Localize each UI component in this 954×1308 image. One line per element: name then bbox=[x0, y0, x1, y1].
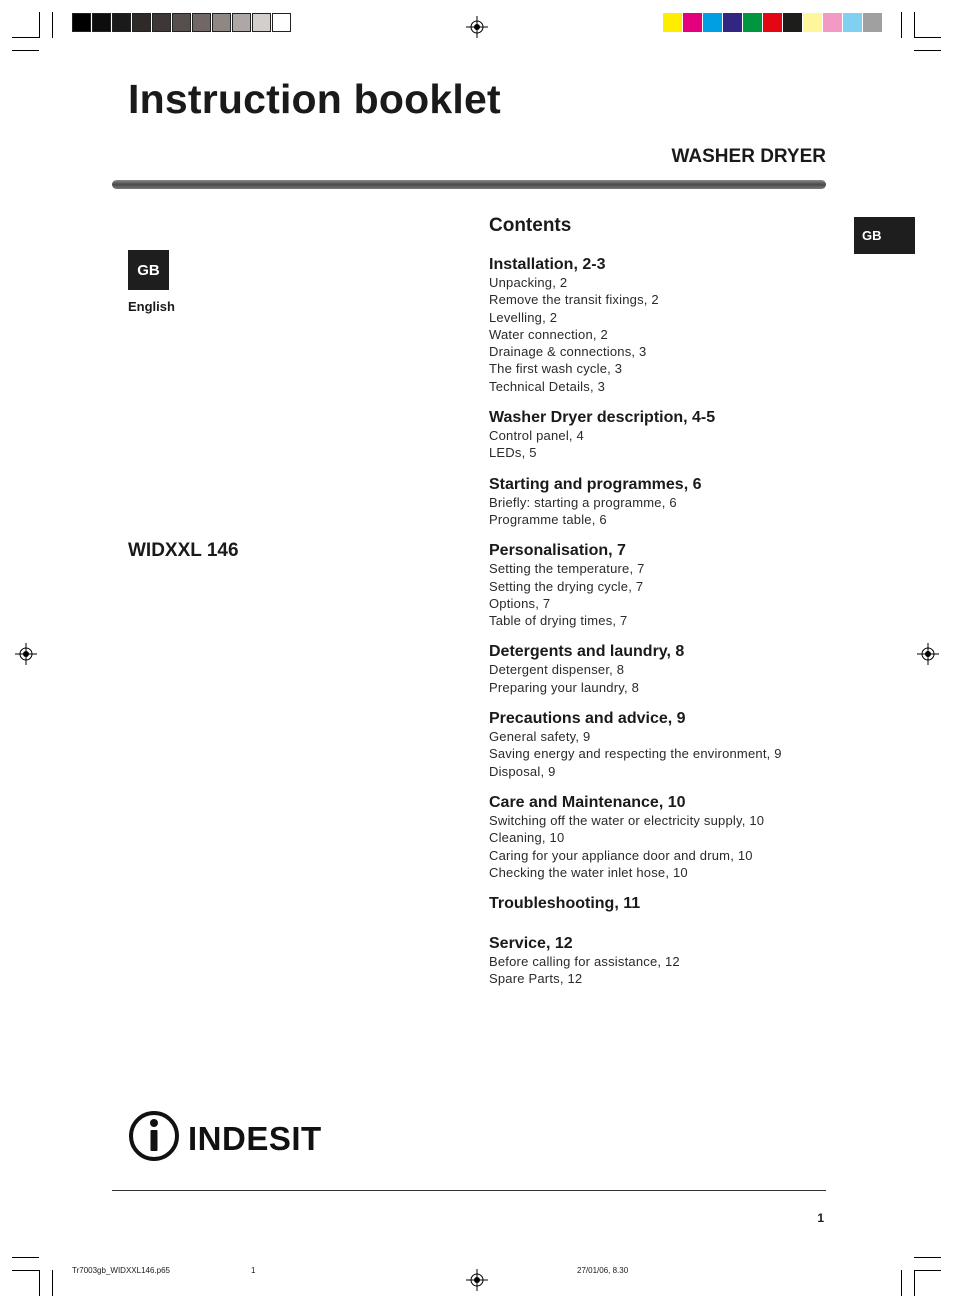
color-swatch bbox=[152, 13, 171, 32]
toc-section-heading[interactable]: Starting and programmes, 6 bbox=[489, 475, 702, 493]
header-divider bbox=[112, 180, 826, 189]
toc-item[interactable]: Detergent dispenser, 8 bbox=[489, 662, 625, 678]
color-swatch bbox=[192, 13, 211, 32]
page-number: 1 bbox=[817, 1211, 824, 1225]
toc-item[interactable]: Cleaning, 10 bbox=[489, 830, 565, 846]
toc-item[interactable]: Briefly: starting a programme, 6 bbox=[489, 494, 677, 510]
registration-mark-icon bbox=[466, 1269, 488, 1291]
color-swatch bbox=[803, 13, 822, 32]
toc-section bbox=[489, 541, 829, 629]
crop-mark bbox=[12, 1270, 39, 1271]
color-swatch bbox=[92, 13, 111, 32]
color-swatch bbox=[252, 13, 271, 32]
toc-item[interactable]: Saving energy and respecting the environment, 9 bbox=[489, 746, 782, 762]
crop-mark bbox=[52, 12, 53, 38]
toc-section-heading[interactable]: Troubleshooting, 11 bbox=[489, 895, 641, 913]
toc-section bbox=[489, 255, 829, 395]
crop-mark bbox=[914, 37, 941, 38]
toc-item[interactable]: General safety, 9 bbox=[489, 729, 591, 745]
crop-mark bbox=[52, 1270, 53, 1296]
color-swatch bbox=[272, 13, 291, 32]
color-swatch bbox=[72, 13, 91, 32]
registration-mark-icon bbox=[466, 16, 488, 38]
toc-item[interactable]: Water connection, 2 bbox=[489, 326, 608, 342]
color-swatch bbox=[783, 13, 802, 32]
toc-section-heading[interactable]: Detergents and laundry, 8 bbox=[489, 643, 685, 661]
country-badge: GB bbox=[128, 250, 169, 290]
toc-item[interactable]: Control panel, 4 bbox=[489, 428, 584, 444]
color-swatch bbox=[823, 13, 842, 32]
toc-section bbox=[489, 934, 829, 988]
crop-mark bbox=[901, 1270, 902, 1296]
toc-item[interactable]: Switching off the water or electricity supply, 10 bbox=[489, 812, 765, 828]
crop-mark bbox=[914, 1257, 941, 1258]
crop-mark bbox=[39, 12, 40, 38]
page-title: Instruction booklet bbox=[128, 76, 501, 122]
indesit-i-logo-icon bbox=[131, 1113, 177, 1159]
toc-section bbox=[489, 894, 829, 913]
grayscale-color-bar bbox=[72, 13, 292, 32]
footer-datetime: 27/01/06, 8.30 bbox=[577, 1266, 629, 1275]
toc-item[interactable]: Before calling for assistance, 12 bbox=[489, 954, 680, 970]
color-swatch bbox=[112, 13, 131, 32]
indesit-logo bbox=[128, 1108, 338, 1164]
toc-item[interactable]: Options, 7 bbox=[489, 595, 551, 611]
toc-item[interactable]: Table of drying times, 7 bbox=[489, 613, 628, 629]
crop-mark bbox=[914, 12, 915, 38]
toc-item[interactable]: Technical Details, 3 bbox=[489, 378, 605, 394]
crop-mark bbox=[901, 12, 902, 38]
toc-item[interactable]: Drainage & connections, 3 bbox=[489, 344, 647, 360]
toc-item[interactable]: The first wash cycle, 3 bbox=[489, 361, 623, 377]
color-swatch bbox=[763, 13, 782, 32]
toc-section bbox=[489, 709, 829, 780]
color-swatch bbox=[683, 13, 702, 32]
toc-section bbox=[489, 642, 829, 696]
toc-section-heading[interactable]: Service, 12 bbox=[489, 935, 573, 953]
model-number: WIDXXL 146 bbox=[128, 540, 239, 561]
toc-item[interactable]: Checking the water inlet hose, 10 bbox=[489, 864, 688, 880]
crop-mark bbox=[12, 50, 39, 51]
crop-mark bbox=[914, 1270, 915, 1296]
toc-item[interactable]: Setting the temperature, 7 bbox=[489, 561, 645, 577]
crop-mark bbox=[914, 1270, 941, 1271]
toc-item[interactable]: Remove the transit fixings, 2 bbox=[489, 292, 659, 308]
crop-mark bbox=[914, 50, 941, 51]
crop-mark bbox=[12, 37, 39, 38]
crop-mark bbox=[39, 1270, 40, 1296]
toc-item[interactable]: Preparing your laundry, 8 bbox=[489, 679, 640, 695]
toc-item[interactable]: LEDs, 5 bbox=[489, 445, 537, 461]
language-side-tab: GB bbox=[854, 217, 915, 254]
table-of-contents bbox=[489, 255, 829, 1001]
color-swatch bbox=[172, 13, 191, 32]
registration-mark-icon bbox=[15, 643, 37, 665]
product-type: WASHER DRYER bbox=[671, 146, 826, 167]
color-swatch bbox=[132, 13, 151, 32]
footer-filename: Tr7003gb_WIDXXL146.p65 bbox=[72, 1266, 170, 1275]
color-swatch bbox=[723, 13, 742, 32]
color-swatch bbox=[863, 13, 882, 32]
color-swatch bbox=[703, 13, 722, 32]
toc-item[interactable]: Spare Parts, 12 bbox=[489, 971, 583, 987]
toc-item[interactable]: Programme table, 6 bbox=[489, 511, 607, 527]
toc-section bbox=[489, 793, 829, 881]
toc-section bbox=[489, 475, 829, 529]
brand-name: INDESIT bbox=[188, 1120, 322, 1157]
contents-title: Contents bbox=[489, 215, 572, 236]
toc-section-heading[interactable]: Precautions and advice, 9 bbox=[489, 710, 686, 728]
registration-mark-icon bbox=[917, 643, 939, 665]
toc-section-heading[interactable]: Washer Dryer description, 4-5 bbox=[489, 409, 716, 427]
toc-item[interactable]: Levelling, 2 bbox=[489, 309, 558, 325]
toc-section-heading[interactable]: Care and Maintenance, 10 bbox=[489, 793, 686, 811]
color-swatch bbox=[212, 13, 231, 32]
process-color-bar bbox=[663, 13, 883, 32]
toc-section-heading[interactable]: Personalisation, 7 bbox=[489, 542, 626, 560]
footer-page: 1 bbox=[251, 1266, 256, 1275]
toc-item[interactable]: Disposal, 9 bbox=[489, 763, 556, 779]
color-swatch bbox=[743, 13, 762, 32]
toc-item[interactable]: Setting the drying cycle, 7 bbox=[489, 578, 644, 594]
color-swatch bbox=[232, 13, 251, 32]
toc-section-heading[interactable]: Installation, 2-3 bbox=[489, 256, 606, 273]
color-swatch bbox=[843, 13, 862, 32]
toc-item[interactable]: Caring for your appliance door and drum, 10 bbox=[489, 847, 753, 863]
crop-mark bbox=[12, 1257, 39, 1258]
footer-divider bbox=[112, 1190, 826, 1191]
language-label: English bbox=[128, 299, 175, 314]
toc-item[interactable]: Unpacking, 2 bbox=[489, 275, 568, 290]
toc-section bbox=[489, 408, 829, 462]
color-swatch bbox=[663, 13, 682, 32]
